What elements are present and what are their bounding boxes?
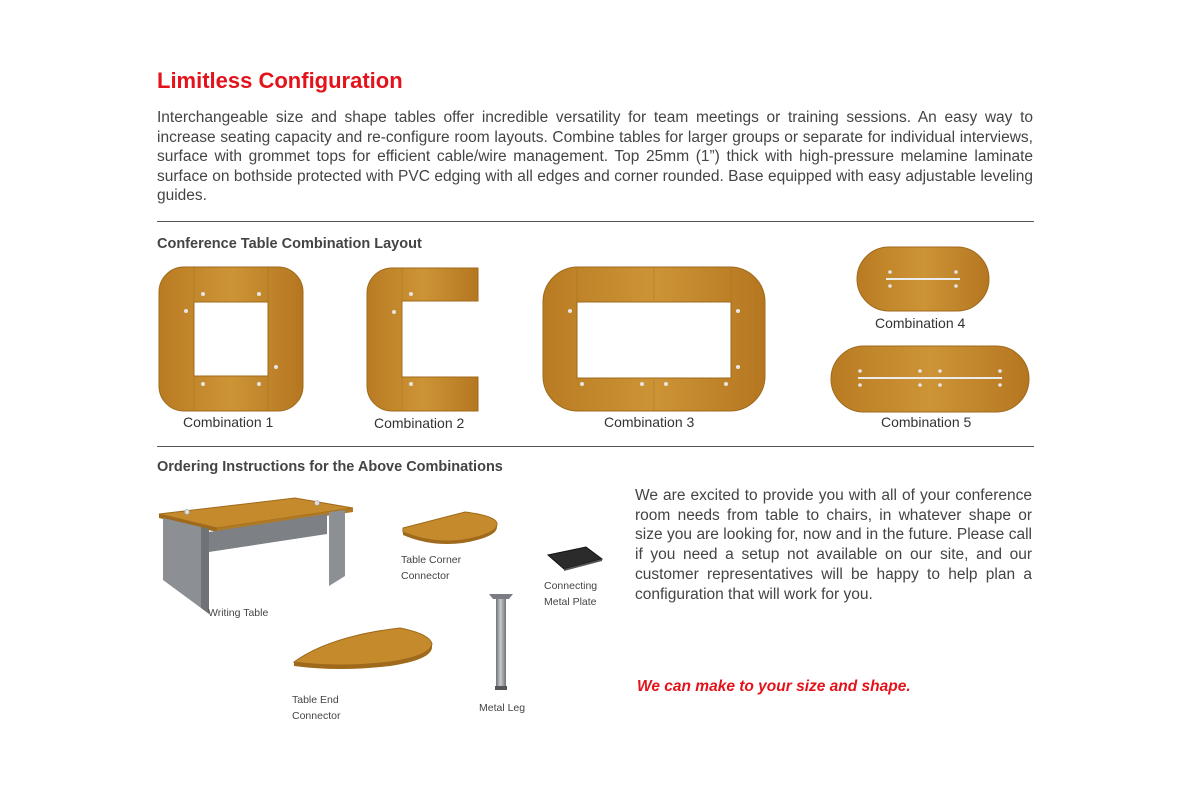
- writing-table-label: Writing Table: [208, 607, 269, 619]
- combination-2-label: Combination 2: [374, 415, 465, 431]
- divider-top: [157, 221, 1034, 222]
- combination-1-label: Combination 1: [183, 414, 274, 430]
- combination-1-image: [158, 266, 304, 412]
- combination-5-image: [830, 345, 1030, 413]
- combination-4-image: [856, 246, 990, 312]
- page-title: Limitless Configuration: [157, 68, 403, 93]
- metal-leg-image: [485, 590, 517, 692]
- ordering-section-title: Ordering Instructions for the Above Combinations: [157, 459, 503, 475]
- contact-paragraph: We are excited to provide you with all of your conference room needs from table to chairs, in whatever shape or size you are looking for, now and in the future. Please call if you need a setup not available on our site, and our customer representatives will be happy to help plan a configuration that will work for you.: [635, 487, 1032, 603]
- combination-2-image: [366, 267, 479, 412]
- end-connector-label: Table End Connector: [292, 694, 341, 722]
- tagline: We can make to your size and shape.: [637, 678, 911, 695]
- divider-middle: [157, 446, 1034, 447]
- writing-table-image: [157, 496, 357, 618]
- combination-3-label: Combination 3: [604, 414, 695, 430]
- intro-paragraph: Interchangeable size and shape tables offer incredible versatility for team meetings or training sessions. An easy way to increase seating capacity and re-configure room layouts. Combine tables for larger groups or separate for individual interviews, surface with grommet tops for efficient cable/wire management. Top 25mm (1”) thick with high-pressure melamine laminate surface on bothside protected with PVC edging with all edges and corner rounded. Base equipped with easy adjustable leveling guides.: [157, 109, 1033, 205]
- corner-connector-label: Table Corner Connector: [401, 554, 462, 582]
- combination-5-label: Combination 5: [881, 414, 972, 430]
- layout-section-title: Conference Table Combination Layout: [157, 236, 422, 252]
- combination-3-image: [542, 266, 766, 412]
- metal-plate-image: [546, 545, 604, 571]
- metal-leg-label: Metal Leg: [479, 702, 526, 714]
- metal-plate-label: Connecting Metal Plate: [544, 580, 598, 608]
- combination-4-label: Combination 4: [875, 315, 966, 331]
- corner-connector-image: [401, 508, 501, 546]
- end-connector-image: [290, 626, 436, 674]
